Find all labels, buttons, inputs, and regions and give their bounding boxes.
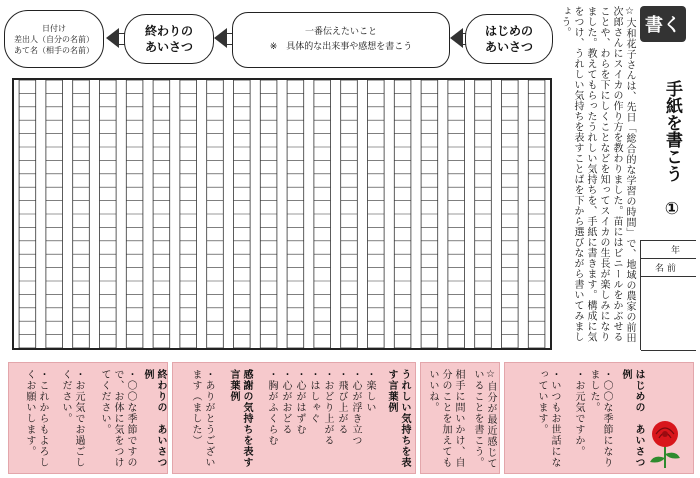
- panel-closing-examples: [8, 362, 168, 474]
- joy-word-8: ・胸がふくらむ: [266, 369, 277, 446]
- date-sender-box: [4, 10, 104, 68]
- thanks-word-1: ・ありがとうございます（ました）: [190, 369, 214, 468]
- arrow-head-2: [214, 28, 227, 48]
- closing-example-1: ・〇〇な季節ですので、お体に気をつけてください。: [99, 369, 136, 468]
- thanks-heading: 感謝の気持ちを表す言葉例: [228, 369, 252, 468]
- panel-thanks-joy: [172, 362, 416, 474]
- arrow-head-3: [450, 28, 463, 48]
- panel-recent: [420, 362, 500, 474]
- joy-word-1: ・楽しい: [364, 369, 375, 413]
- rose-icon: [640, 418, 690, 470]
- opening-example-2: ・お元気ですか。: [573, 369, 584, 457]
- arrow-head-1: [106, 28, 119, 48]
- opening-heading: はじめの あいさつ例: [620, 369, 644, 468]
- opening-example-1: ・〇〇な季節になりました。: [588, 369, 612, 468]
- year-label: 年: [671, 246, 681, 256]
- sender-label: 差出人（自分の名前）: [14, 34, 94, 44]
- joy-word-2: ・心が浮き立つ: [350, 369, 361, 446]
- closing-greeting-bubble: 終わりの あいさつ: [124, 14, 214, 64]
- joy-word-5: ・はしゃぐ: [308, 369, 319, 424]
- joy-word-4: ・おどり上がる: [322, 369, 333, 446]
- writing-grid[interactable]: [12, 78, 552, 350]
- main-message-bubble: 一番伝えたいこと ※ 具体的な出来事や感想を書こう: [232, 12, 450, 68]
- instructions-text: ☆大和花子さんは、先日「総合的な学習の時間」で、地域の農家の前田次郎さんにスイカの作り方を教わりました。苗にはビニールをかぶせることや、わらを下にしくことなどを知ってスイカの生長が楽しみになりました。教えてもらったうれしい気持ちを、手紙に書きます。構成に気をつけ、うれしい気持ちを表すことばを下から選びながら書いてみましょう。: [559, 6, 635, 343]
- joy-word-6: ・心がはずむ: [294, 369, 305, 435]
- closing-example-3: ・これからもよろしくお願いします。: [24, 369, 48, 468]
- joy-word-3: ・飛び上がる: [336, 369, 347, 435]
- name-box: [640, 240, 696, 350]
- grid-lines: [14, 80, 550, 348]
- writing-badge: 書く: [640, 6, 686, 42]
- page-title: 手紙を書こう ①: [662, 80, 682, 219]
- date-label: 日付け: [42, 23, 66, 33]
- recent-line-2: 相手に問いかけ、自分のことを加えてもいいね。: [427, 369, 464, 468]
- joy-heading: うれしい気持ちを表す言葉例: [386, 369, 410, 468]
- closing-example-2: ・お元気でお過ごしください。: [60, 369, 84, 468]
- recent-line-1: ☆自分が最近感じていることを書こう。: [472, 369, 496, 469]
- joy-word-7: ・心がおどる: [280, 369, 291, 435]
- name-label: 名 前: [655, 264, 676, 274]
- closing-heading: 終わりの あいさつ例: [142, 369, 166, 468]
- opening-greeting-bubble: はじめの あいさつ: [465, 14, 553, 64]
- opening-example-3: ・いつもお世話になっています。: [536, 369, 560, 468]
- addressee-label: あて名（相手の名前）: [14, 45, 94, 55]
